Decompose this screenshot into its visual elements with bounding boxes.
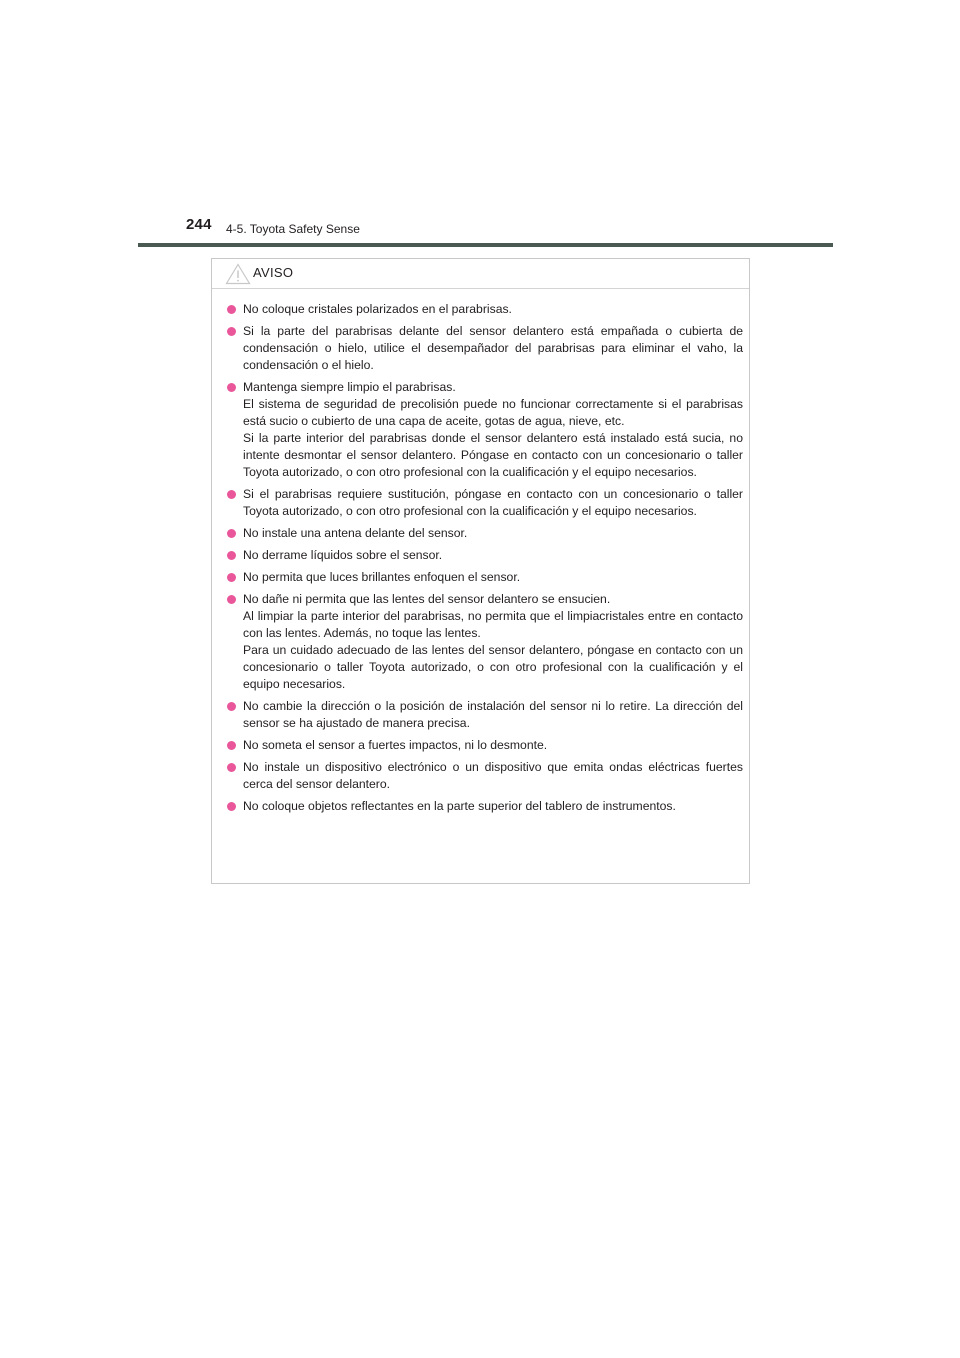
warning-triangle-icon [225,263,251,285]
page-number: 244 [186,216,212,233]
warning-header [212,259,749,289]
bullet-icon [227,305,236,314]
warning-item [223,798,743,815]
section-title: 4-5. Toyota Safety Sense [226,222,360,236]
warning-item [223,698,743,732]
bullet-icon [227,702,236,711]
bullet-icon [227,763,236,772]
bullet-icon [227,573,236,582]
warning-box [211,258,750,884]
warning-item-text: No cambie la dirección o la posición de instalación del sensor ni lo retire. La dirección del sensor se ha ajustado de manera precisa. [243,699,743,730]
header-rule [138,243,833,247]
bullet-icon [227,551,236,560]
warning-item [223,759,743,793]
warning-item-text: No derrame líquidos sobre el sensor. [243,548,443,562]
warning-item-text: No instale un dispositivo electrónico o un dispositivo que emita ondas eléctricas fuertes cerca del sensor delantero. [243,760,743,791]
warning-list [212,289,749,815]
warning-item-text: No permita que luces brillantes enfoquen el sensor. [243,570,521,584]
warning-item-text: Si la parte del parabrisas delante del sensor delantero está empañada o cubierta de condensación o hielo, utilice el desempañador del parabrisas para eliminar el vaho, la condensación o el hielo. [243,324,743,372]
bullet-icon [227,595,236,604]
warning-item [223,591,743,693]
warning-item [223,525,743,542]
warning-item-text: Si el parabrisas requiere sustitución, póngase en contacto con un concesionario o taller Toyota autorizado, o con otro profesional con la cualificación y el equipo necesarios. [243,487,743,518]
warning-item-text: El sistema de seguridad de precolisión puede no funcionar correctamente si el parabrisas está sucio o cubierto de una capa de aceite, gotas de agua, nieve, etc. [243,397,743,428]
warning-item-text: No someta el sensor a fuertes impactos, ni lo desmonte. [243,738,548,752]
warning-item [223,547,743,564]
warning-item-text: No coloque cristales polarizados en el parabrisas. [243,302,512,316]
bullet-icon [227,529,236,538]
warning-item-text: No instale una antena delante del sensor. [243,526,468,540]
warning-item [223,323,743,374]
warning-item [223,569,743,586]
bullet-icon [227,490,236,499]
warning-item [223,737,743,754]
warning-item-text: No coloque objetos reflectantes en la parte superior del tablero de instrumentos. [243,799,676,813]
warning-item-text: Si la parte interior del parabrisas donde el sensor delantero está instalado está sucia, no intente desmontar el sensor delantero. Póngase en contacto con un concesionario o taller Toyota autorizado, o con otro profesional con la cualificación y el equipo necesarios. [243,431,743,479]
bullet-icon [227,383,236,392]
warning-item-text: Mantenga siempre limpio el parabrisas. [243,380,456,394]
bullet-icon [227,741,236,750]
warning-item [223,379,743,481]
warning-item-text: No dañe ni permita que las lentes del sensor delantero se ensucien. [243,592,611,606]
warning-item-text: Para un cuidado adecuado de las lentes del sensor delantero, póngase en contacto con un concesionario o taller Toyota autorizado, o con otro profesional con la cualificación y el equipo necesarios. [243,643,743,691]
bullet-icon [227,327,236,336]
warning-item [223,486,743,520]
bullet-icon [227,802,236,811]
warning-item-text: Al limpiar la parte interior del parabrisas, no permita que el limpiacristales entre en contacto con las lentes. Además, no toque las lentes. [243,609,743,640]
warning-title: AVISO [253,265,294,280]
warning-item [223,301,743,318]
